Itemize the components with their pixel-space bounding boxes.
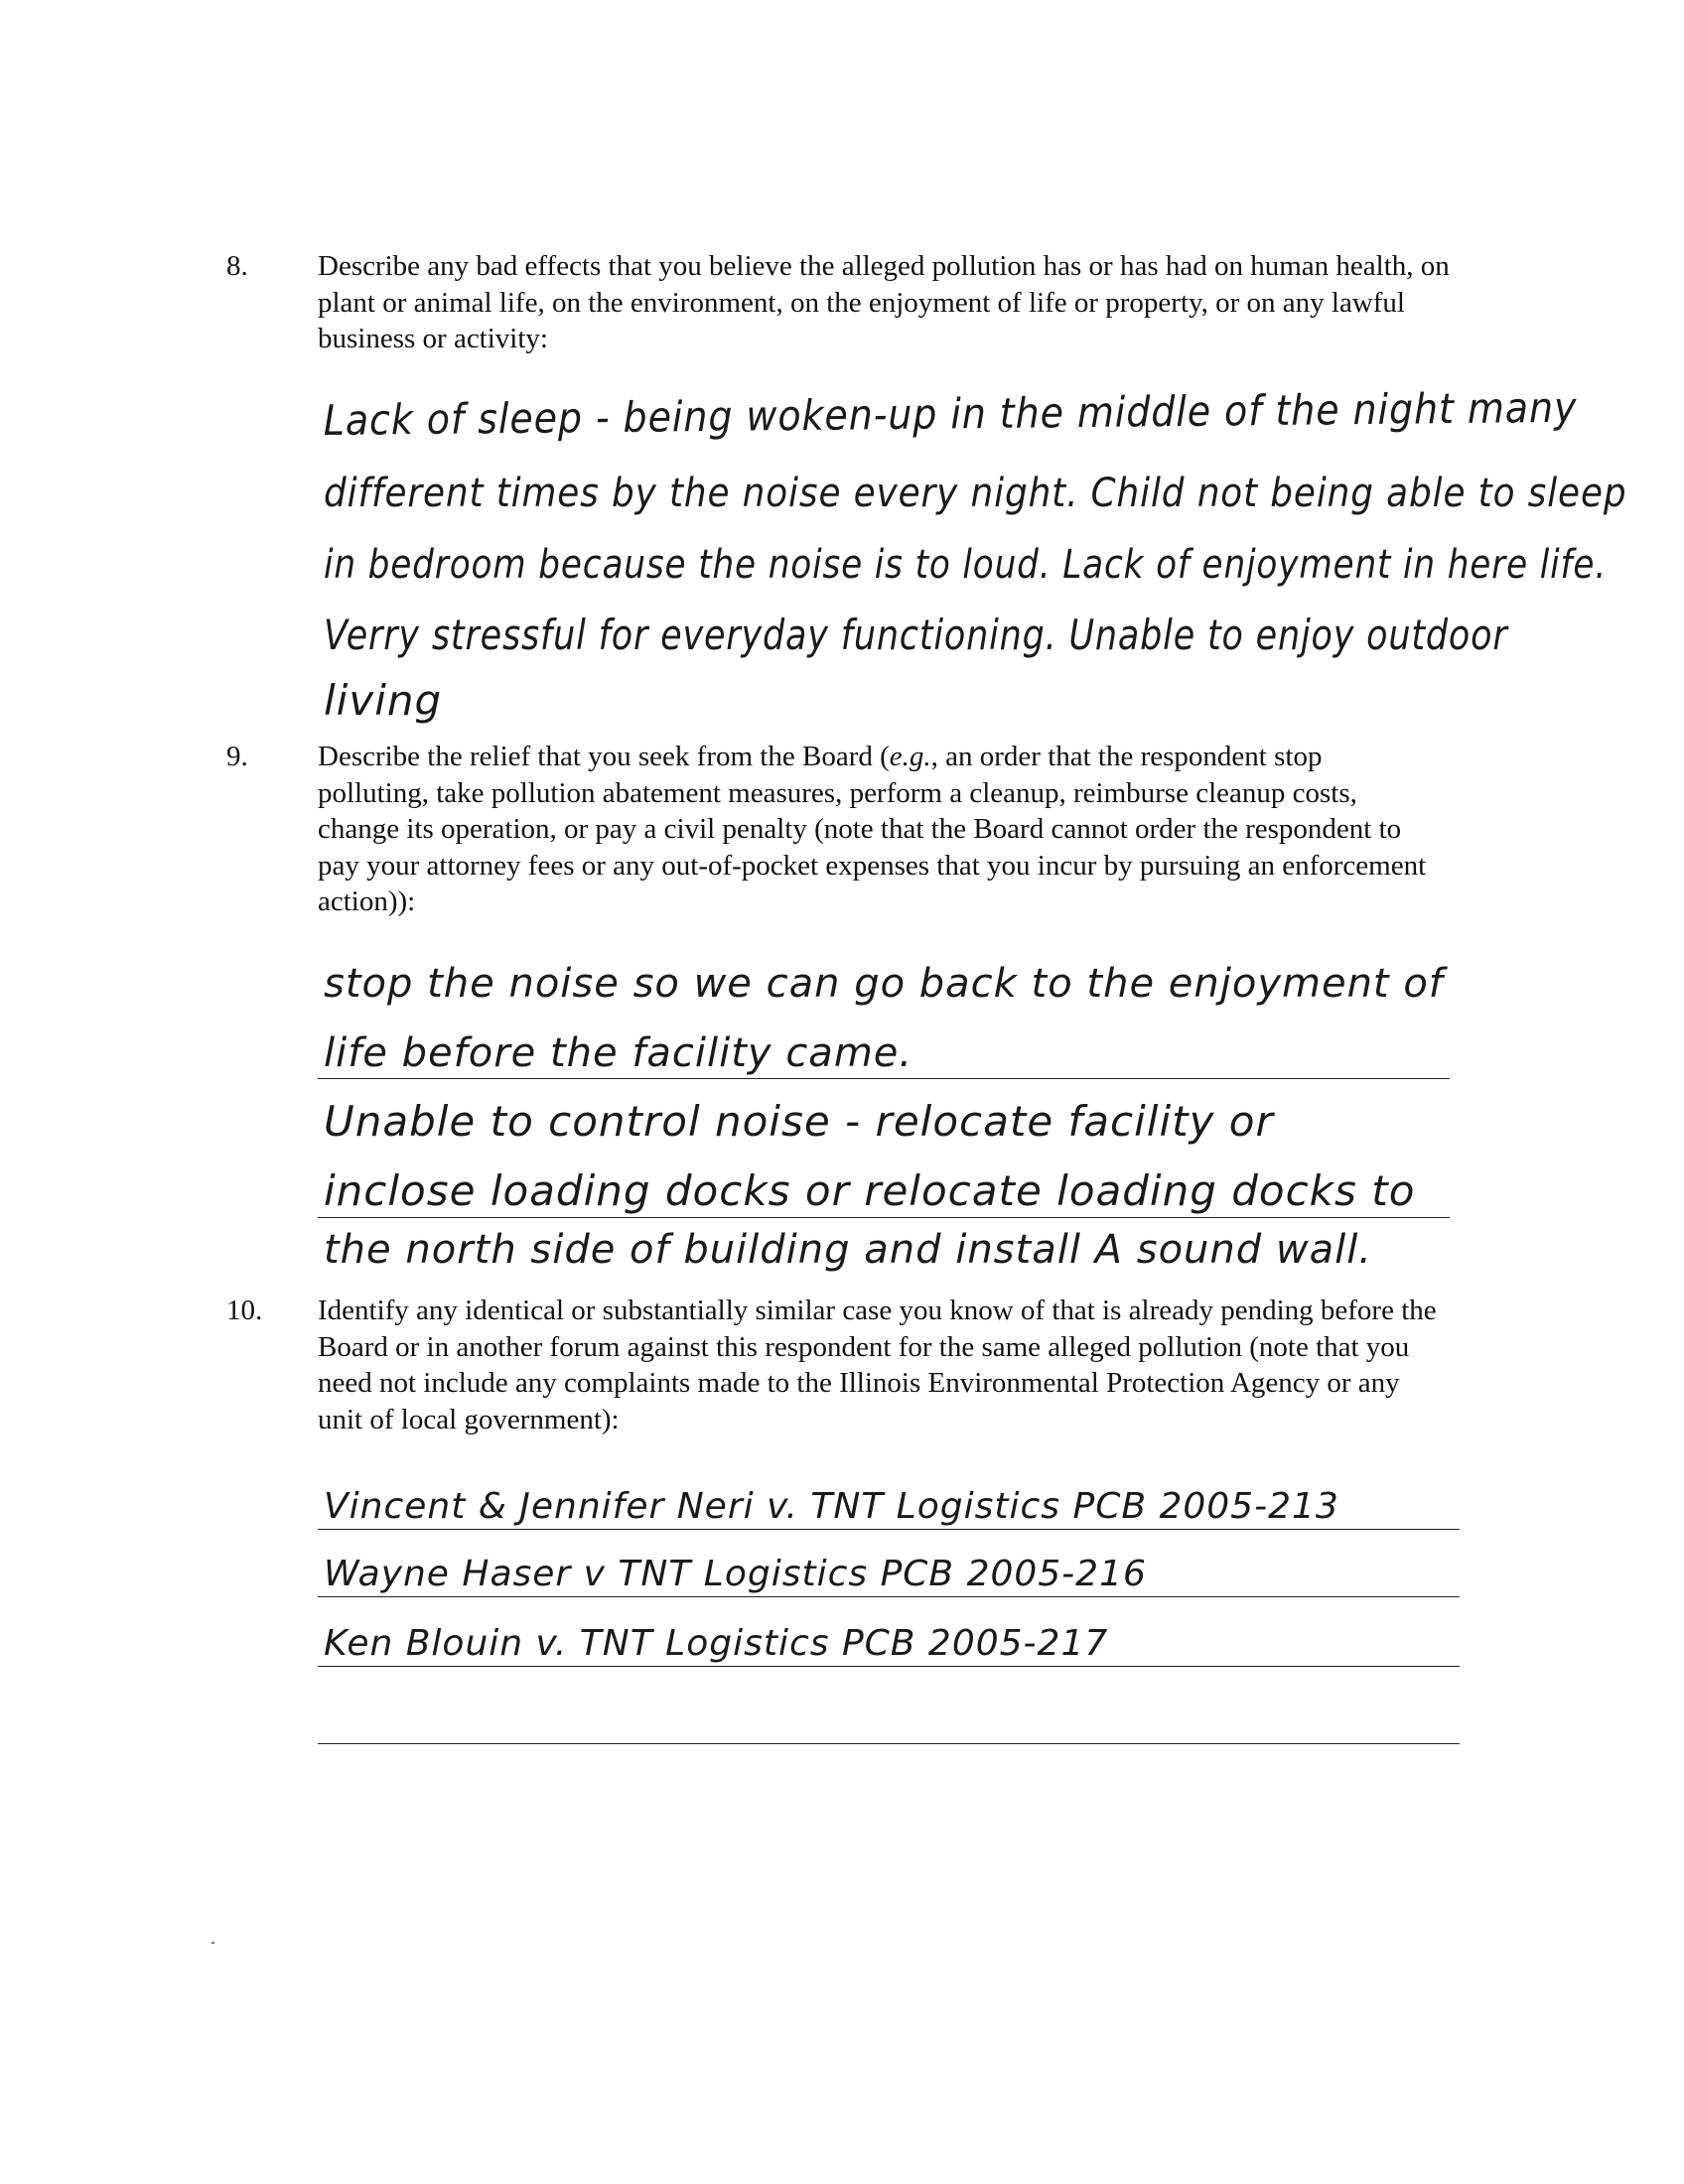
question-9-answer-line-5 (318, 1203, 1549, 1275)
scan-speck (211, 1942, 214, 1944)
question-8-answer-text-3: in bedroom because the noise is to loud. Lack of enjoyment in here life. (324, 542, 1608, 588)
question-9-answer-line-3 (318, 1076, 1450, 1148)
question-9-answer-text-5: the north side of building and install A sound wall. (324, 1227, 1373, 1273)
question-10-answer-line-1 (318, 1457, 1460, 1530)
question-9-answer-line-2 (318, 1007, 1450, 1079)
question-10-answer-line-2 (318, 1525, 1460, 1597)
question-8-answer-line-4 (318, 590, 1509, 661)
question-8-answer-text-1: Lack of sleep - being woken-up in the middle of the night many (323, 382, 1578, 445)
question-8-answer-text-4: Verry stressful for everyday functioning. Unable to enjoy outdoor (324, 611, 1508, 659)
question-10-answer-text-1: Vincent & Jennifer Neri v. TNT Logistics PCB 2005-213 (324, 1486, 1339, 1527)
question-8-answer-text-2: different times by the noise every night. Child not being able to sleep (324, 471, 1627, 516)
question-9-number: 9. (226, 741, 248, 772)
question-9-answer-line-1 (318, 937, 1460, 1009)
question-10-answer-text-2: Wayne Haser v TNT Logistics PCB 2005-216 (324, 1554, 1147, 1594)
question-10-number: 10. (226, 1295, 263, 1326)
question-10-text: Identify any identical or substantially similar case you know of that is already pending before the Board or in another forum against this respondent for the same alleged pollution (note that you need not include any complaints made to the Illinois Environmental Protection Agency or any unit of local government): (318, 1295, 1437, 1435)
question-9-text (318, 739, 1440, 920)
question-9-answer-text-1: stop the noise so we can go back to the enjoyment of (324, 961, 1444, 1007)
question-9-text-before: Describe the relief that you seek from the Board ( (318, 741, 890, 772)
question-8-answer-line-2 (318, 447, 1628, 518)
question-9-answer-text-4: inclose loading docks or relocate loading docks to (324, 1166, 1416, 1215)
question-9-answer-text-2: life before the facility came. (324, 1030, 913, 1076)
question-8-answer-line-1 (318, 375, 1579, 447)
question-8-answer-text-5: living (324, 676, 443, 725)
question-10-answer-line-4 (318, 1672, 1460, 1744)
question-9-text-after: , an order that the respondent stop polluting, take pollution abatement measures, perform a cleanup, reimburse cleanup costs, change its operation, or pay a civil penalty (note that the Board cannot order the respondent to pay your attorney fees or any out-of-pocket expenses that you incur by pursuing an enforcement action)): (318, 741, 1427, 917)
question-9-answer-text-3: Unable to control noise - relocate facility or (324, 1097, 1274, 1146)
question-10-answer-line-3 (318, 1594, 1460, 1667)
question-10-answer-text-3: Ken Blouin v. TNT Logistics PCB 2005-217 (324, 1623, 1109, 1664)
question-8-text: Describe any bad effects that you believe the alleged pollution has or has had on human health, on plant or animal life, on the environment, on the enjoyment of life or property, or on any lawful business or activity: (318, 250, 1450, 354)
question-8-number: 8. (226, 250, 248, 282)
question-8-answer-line-3 (318, 518, 1609, 590)
question-9-text-italic: e.g. (889, 741, 931, 772)
question-8-answer-line-5 (318, 655, 516, 727)
